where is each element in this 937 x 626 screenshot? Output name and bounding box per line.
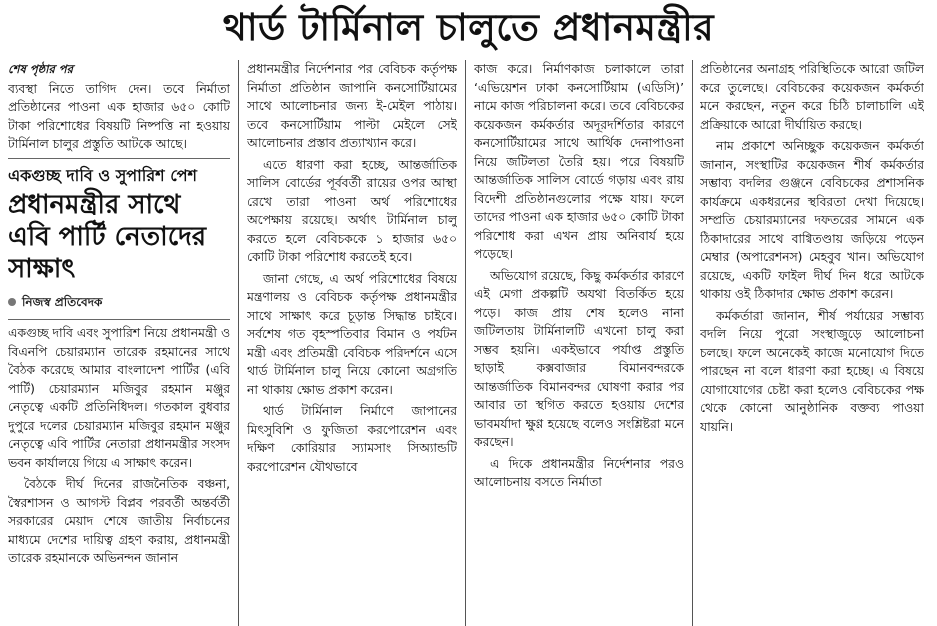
continued-paragraph: ব্যবস্থা নিতে তাগিদ দেন। তবে নির্মাতা প্রতিষ্ঠানের পাওনা এক হাজার ৬৫০ কোটি টাকা পরিশোধের বিষয়টি নিষ্পত্তি না হওয়ায় টার্মিনাল চালুর প্রস্তুতি আটকে আছে। — [8, 81, 230, 151]
sub-kicker: একগুচ্ছ দাবি ও সুপারিশ পেশ — [8, 165, 198, 185]
paragraph: প্রধানমন্ত্রীর নির্দেশনার পর বেবিচক কর্তৃপক্ষ নির্মাতা প্রতিষ্ঠান জাপানি কনসোর্টিয়ামের সাথে আলোচনার জন্য ই-মেইল পাঠায়। তবে কনসোর্টিয়াম পাল্টা মেইলে সেই আলোচনার প্রস্তাব প্রত্যাখ্যান করে। — [247, 62, 457, 150]
paragraph: কাজ করে। নির্মাণকাজ চলাকালে তারা ‘এভিয়েশন ঢাকা কনসোর্টিয়াম (এডিসি)’ নামে কাজ পরিচালনা করে। তবে বেবিচকের কয়েকজন কর্মকর্তার অদূরদর্শিতার কারণে কনসোর্টিয়ামের সাথে আর্থিক দেনাপাওনা নিয়ে জটিলতা তৈরি হয়। পরে বিষয়টি আন্তর্জাতিক সালিস বোর্ডে গড়ায় এবং রায় বিদেশী প্রতিষ্ঠানগুলোর পক্ষে যায়। ফলে তাদের পাওনা এক হাজার ৬৫০ কোটি টাকা পরিশোধ করা এখন প্রায় অনিবার্য হয়ে পড়েছে। — [474, 62, 684, 261]
column-divider — [692, 60, 693, 626]
paragraph: একগুচ্ছ দাবি এবং সুপারিশ নিয়ে প্রধানমন্ত্রী ও বিএনপি চেয়ারম্যান তারেক রহমানের সাথে বৈঠক করেছে আমার বাংলাদেশ পার্টির (এবি পার্টি) চেয়ারম্যান মজিবুর রহমান মঞ্জুর নেতৃত্বে একটি প্রতিনিধিদল। গতকাল বুধবার দুপুরে দলের চেয়ারম্যান মজিবুর রহমান মঞ্জুর নেতৃত্বে এবি পার্টির নেতারা প্রধানমন্ত্রীর সংসদ ভবন কার্যালয়ে গিয়ে এ সাক্ষাৎ করেন। — [8, 326, 230, 470]
paragraph: অভিযোগ রয়েছে, কিছু কর্মকর্তার কারণে এই মেগা প্রকল্পটি অযথা বিতর্কিত হয়ে পড়ে। কাজ প্রায় শেষ হলেও নানা জটিলতায় টার্মিনালটি এখনো চালু করা সম্ভব হয়নি। একইভাবে পর্যাপ্ত প্রস্তুতি ছাড়াই কক্সবাজার বিমানবন্দরকে আন্তর্জাতিক বিমানবন্দর ঘোষণা করার পর আবার তা স্থগিত করতে হওয়ায় দেশের ভাবমর্যাদা ক্ষুণ্ণ হয়েছে বলেও সংশ্লিষ্টরা মনে করছেন। — [474, 268, 684, 449]
column-2 — [247, 60, 457, 626]
paragraph: বৈঠকে দীর্ঘ দিনের রাজনৈতিক বঞ্চনা, স্বৈরশাসন ও আগস্ট বিপ্লব পরবর্তী অন্তর্বর্তী সরকারের মেয়াদ শেষে জাতীয় নির্বাচনের মাধ্যমে দেশের দায়িত্ব গ্রহণ করায়, প্রধানমন্ত্রী তারেক রহমানকে অভিনন্দন জানান — [8, 477, 230, 565]
column-4 — [700, 60, 924, 626]
section-divider — [8, 319, 230, 320]
column-divider — [465, 60, 466, 626]
column-1 — [8, 60, 230, 626]
paragraph: এতে ধারণা করা হচ্ছে, আন্তর্জাতিক সালিস বোর্ডের পূর্ববর্তী রায়ের ওপর আস্থা রেখে তারা পাওনা অর্থ পরিশোধের অপেক্ষায় রয়েছে। অর্থাৎ টার্মিনাল চালু করতে হলে বেবিচককে ১ হাজার ৬৫০ কোটি টাকা পরিশোধ করতেই হবে। — [247, 157, 457, 264]
byline-text: নিজস্ব প্রতিবেদক — [22, 294, 103, 309]
paragraph: থার্ড টার্মিনাল নির্মাণে জাপানের মিৎসুবিশি ও ফুজিতা করপোরেশন এবং দক্ষিণ কোরিয়ার স্যামসাং সিঅ্যান্ডটি করপোরেশন যৌথভাবে — [247, 404, 457, 474]
section-divider — [8, 158, 230, 159]
column-divider — [238, 60, 239, 626]
paragraph: প্রতিষ্ঠানের অনাগ্রহ পরিস্থিতিকে আরো জটিল করে তুলেছে। বেবিচকের কয়েকজন কর্মকর্তা মনে করছেন, নতুন করে চিঠি চালাচালি এই প্রক্রিয়াকে আরো দীর্ঘায়িত করছে। — [700, 62, 924, 132]
paragraph: কর্মকর্তারা জানান, শীর্ষ পর্যায়ের সম্ভাব্য বদলি নিয়ে পুরো সংস্থাজুড়ে আলোচনা চলছে। ফলে অনেকেই কাজে মনোযোগ দিতে পারছেন না বলে ধারণা করা হচ্ছে। এ বিষয়ে যোগাযোগের চেষ্টা করা হলেও বেবিচকের পক্ষ থেকে কোনো আনুষ্ঠানিক বক্তব্য পাওয়া যায়নি। — [700, 308, 924, 434]
byline — [8, 293, 230, 312]
paragraph: জানা গেছে, এ অর্থ পরিশোধের বিষয়ে মন্ত্রণালয় ও বেবিচক কর্তৃপক্ষ প্রধানমন্ত্রীর সাথে সাক্ষাৎ করে চূড়ান্ত সিদ্ধান্ত চাইবে। সর্বশেষ গত বৃহস্পতিবার বিমান ও পর্যটন মন্ত্রী এবং প্রতিমন্ত্রী বেবিচক পরিদর্শনে এসে থার্ড টার্মিনাল চালু নিয়ে কোনো অগ্রগতি না থাকায় ক্ষোভ প্রকাশ করেন। — [247, 271, 457, 397]
bullet-icon — [8, 298, 16, 306]
paragraph: এ দিকে প্রধানমন্ত্রীর নির্দেশনার পরও আলোচনায় বসতে নির্মাতা — [474, 456, 684, 489]
sub-headline: প্রধানমন্ত্রীর সাথে এবি পার্টি নেতাদের সাক্ষাৎ — [8, 189, 207, 284]
continued-label: শেষ পৃষ্ঠার পর — [8, 62, 73, 76]
paragraph: নাম প্রকাশে অনিচ্ছুক কয়েকজন কর্মকর্তা জানান, সংস্থাটির কয়েকজন শীর্ষ কর্মকর্তার সম্ভাব্য বদলির গুঞ্জনে বেবিচকের প্রশাসনিক কার্যক্রমে একধরনের স্থবিরতা দেখা দিয়েছে। সম্প্রতি চেয়ারম্যানের দফতরের সামনে এক ঠিকাদারের সাথে বাগ্বিতণ্ডায় জড়িয়ে পড়েন মেম্বার (অপারেশনস) মেহবুব খান। অভিযোগ রয়েছে, একটি ফাইল দীর্ঘ দিন ধরে আটকে থাকায় ওই ঠিকাদার ক্ষোভ প্রকাশ করেন। — [700, 139, 924, 301]
headline: থার্ড টার্মিনাল চালুতে প্রধানমন্ত্রীর — [222, 6, 715, 49]
column-3 — [474, 60, 684, 626]
